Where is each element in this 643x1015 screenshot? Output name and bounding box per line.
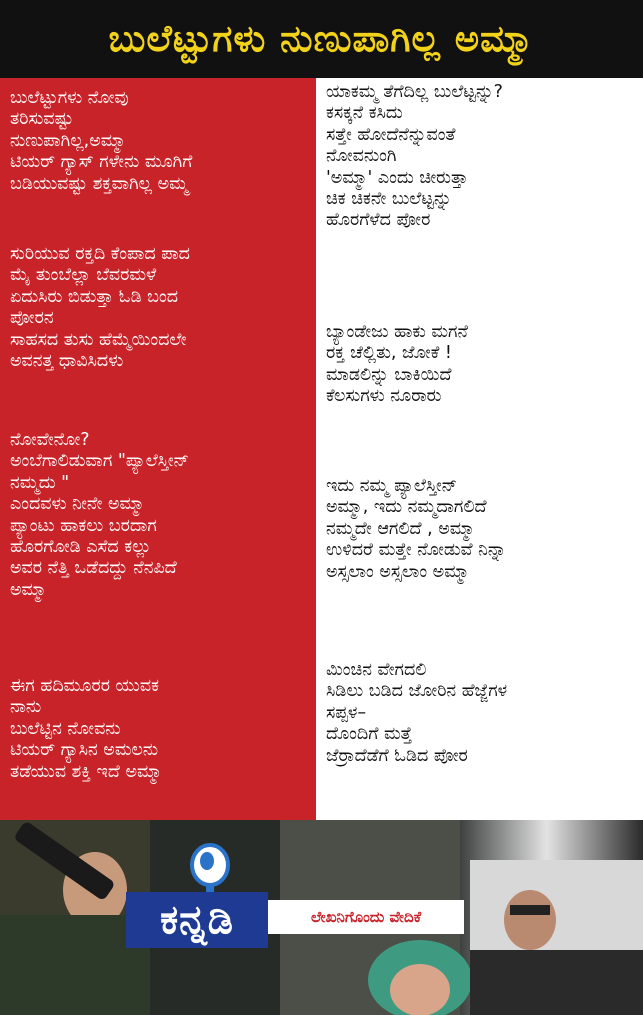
poem-line: ಸಿಡಿಲು ಬಡಿದ ಜೋರಿನ ಹೆಜ್ಜೆಗಳ xyxy=(326,681,508,702)
poem-line: ಸಪ್ಪಳ– xyxy=(326,702,367,723)
poem-line: ಪ್ಯಾಂಟು ಹಾಕಲು ಬರದಾಗ xyxy=(10,515,157,536)
right-poem-panel xyxy=(316,78,643,852)
poem-line: ಉಳಿದರೆ ಮತ್ತೇ ನೋಡುವೆ ನಿನ್ನಾ xyxy=(326,540,507,561)
right-stanza-2 xyxy=(326,322,468,408)
poem-line: ಅಮ್ಮಾ, ಇದು ನಮ್ಮದಾಗಲಿದೆ xyxy=(326,497,487,518)
poem-line: ನಮ್ಮದು " xyxy=(10,472,70,493)
poem-line: ಹೊರಗೋಡಿ ಎಸೆದ ಕಲ್ಲು xyxy=(10,537,152,558)
tagline-badge xyxy=(268,900,464,934)
left-stanza-3 xyxy=(10,430,189,601)
poem-line: ಜೆರ್ರಾದೆಡೆಗೆ ಓಡಿದ ಪೋರ xyxy=(326,745,468,766)
right-stanza-4 xyxy=(326,660,507,767)
poem-line: ನೋವೇನೋ? xyxy=(10,430,90,450)
poem-line: ರಕ್ತ ಚೆಲ್ಲಿತು, ಜೋಕೆ ! xyxy=(326,343,452,364)
poem-line: ನಾನು xyxy=(10,697,42,718)
right-stanza-1 xyxy=(326,82,503,232)
poem-line: ಮಾಡಲಿನ್ನು ಬಾಕಿಯಿದೆ xyxy=(326,364,452,385)
poem-line: ಹೊರಗೆಳೆದ ಪೋರ xyxy=(326,210,431,231)
poem-line: ಅಮ್ಮಾ xyxy=(10,579,47,600)
poem-line: ಬ್ಯಾಂಡೇಜು ಹಾಕು ಮಗನೆ xyxy=(326,322,468,342)
logo-name: ಕನ್ನಡಿ xyxy=(160,897,234,943)
poem-line: ಕಸಕ್ಕನೆ ಕಸಿದು xyxy=(326,103,403,124)
left-stanza-4 xyxy=(10,676,162,783)
poem-line: ಟಿಯರ್ ಗ್ಯಾಸ್ ಗಳೇನು ಮೂಗಿಗೆ xyxy=(10,152,193,173)
poem-line: ಟಿಯರ್ ಗ್ಯಾಸಿನ ಅಮಲನು xyxy=(10,740,159,761)
poem-line: ನೋವನುಂಗಿ xyxy=(326,146,397,167)
poem-line: ನುಣುಪಾಗಿಲ್ಲ,ಅಮ್ಮಾ xyxy=(10,130,126,151)
logo-tagline: ಲೇಖನಿಗೊಂದು ವೇದಿಕೆ xyxy=(310,908,422,926)
poem-line: ಅಸ್ಸಲಾಂ ಅಸ್ಸಲಾಂ ಅಮ್ಮಾ xyxy=(326,561,470,582)
poem-line: ಏದುಸಿರು ಬಿಡುತ್ತಾ ಓಡಿ ಬಂದ xyxy=(10,286,179,307)
poem-title: ಬುಲೆಟ್ಟುಗಳು ನುಣುಪಾಗಿಲ್ಲ ಅಮ್ಮಾ xyxy=(108,17,535,60)
poem-line: ತರಿಸುವಷ್ಟು xyxy=(10,109,74,130)
poem-line: ಬಡಿಯುವಷ್ಟು ಶಕ್ತವಾಗಿಲ್ಲ ಅಮ್ಮ xyxy=(10,173,189,194)
poem-line: ಅಂಬೆಗಾಲಿಡುವಾಗ "ಪ್ಯಾಲೆಸ್ತೀನ್ xyxy=(10,451,190,472)
poem-line: ಮಿಂಚಿನ ವೇಗದಲಿ xyxy=(326,660,427,680)
poem-line: ಅವನತ್ತ ಧಾವಿಸಿದಳು xyxy=(10,351,124,372)
poem-line: ಬುಲೆಟ್ಟುಗಳು ನೋವು xyxy=(10,88,129,108)
poem-line: ಮೈ ತುಂಬೆಲ್ಲಾ ಬೆವರಮಳೆ xyxy=(10,265,157,286)
logo-badge xyxy=(126,892,268,948)
poem-line: ಎಂದವಳು ನೀನೇ ಅಮ್ಮಾ xyxy=(10,494,145,515)
poem-line: ಅವರ ನೆತ್ತಿ ಒಡೆದದ್ದು ನೆನಪಿದೆ xyxy=(10,558,177,579)
mirror-icon xyxy=(182,843,238,893)
poem-line: ಬುಲೆಟ್ಟಿನ ನೋವನು xyxy=(10,718,121,739)
poem-line: ಸತ್ತೇ ಹೋದೆನೆನ್ನುವಂತೆ xyxy=(326,124,456,145)
right-stanza-3 xyxy=(326,476,506,583)
poem-line: ಪೋರನ xyxy=(10,308,54,329)
left-poem-panel xyxy=(0,78,316,820)
poem-line: ಈಗ ಹದಿಮೂರರ ಯುವಕ xyxy=(10,676,159,696)
poem-line: ಕೆಲಸುಗಳು ನೂರಾರು xyxy=(326,386,442,407)
poem-line: ಸುರಿಯುವ ರಕ್ತದಿ ಕೆಂಪಾದ ಪಾದ xyxy=(10,244,190,264)
poem-line: 'ಅಮ್ಮಾ' ಎಂದು ಚೀರುತ್ತಾ xyxy=(326,167,468,188)
poem-line: ಇದು ನಮ್ಮ ಪ್ಯಾಲೆಸ್ತೀನ್ xyxy=(326,476,458,496)
left-stanza-1 xyxy=(10,88,192,195)
title-banner xyxy=(0,0,643,78)
poem-line: ತಡೆಯುವ ಶಕ್ತಿ ಇದೆ ಅಮ್ಮಾ xyxy=(10,761,163,782)
poem-line: ನಮ್ಮದೇ ಆಗಲಿದೆ , ಅಮ್ಮಾ xyxy=(326,518,475,539)
poem-line: ಸಾಹಸದ ತುಸು ಹೆಮ್ಮೆಯಿಂದಲೇ xyxy=(10,329,187,350)
poem-line: ಯಾಕಮ್ಮ ತೆಗೆದಿಲ್ಲ ಬುಲೆಟ್ಟನ್ನು? xyxy=(326,82,503,102)
poem-line: ದೊಂದಿಗೆ ಮತ್ತೆ xyxy=(326,724,413,745)
poem-line: ಚಿಕ ಚಿಕನೇ ಬುಲೆಟ್ಟನ್ನು xyxy=(326,189,452,210)
left-stanza-2 xyxy=(10,244,190,372)
